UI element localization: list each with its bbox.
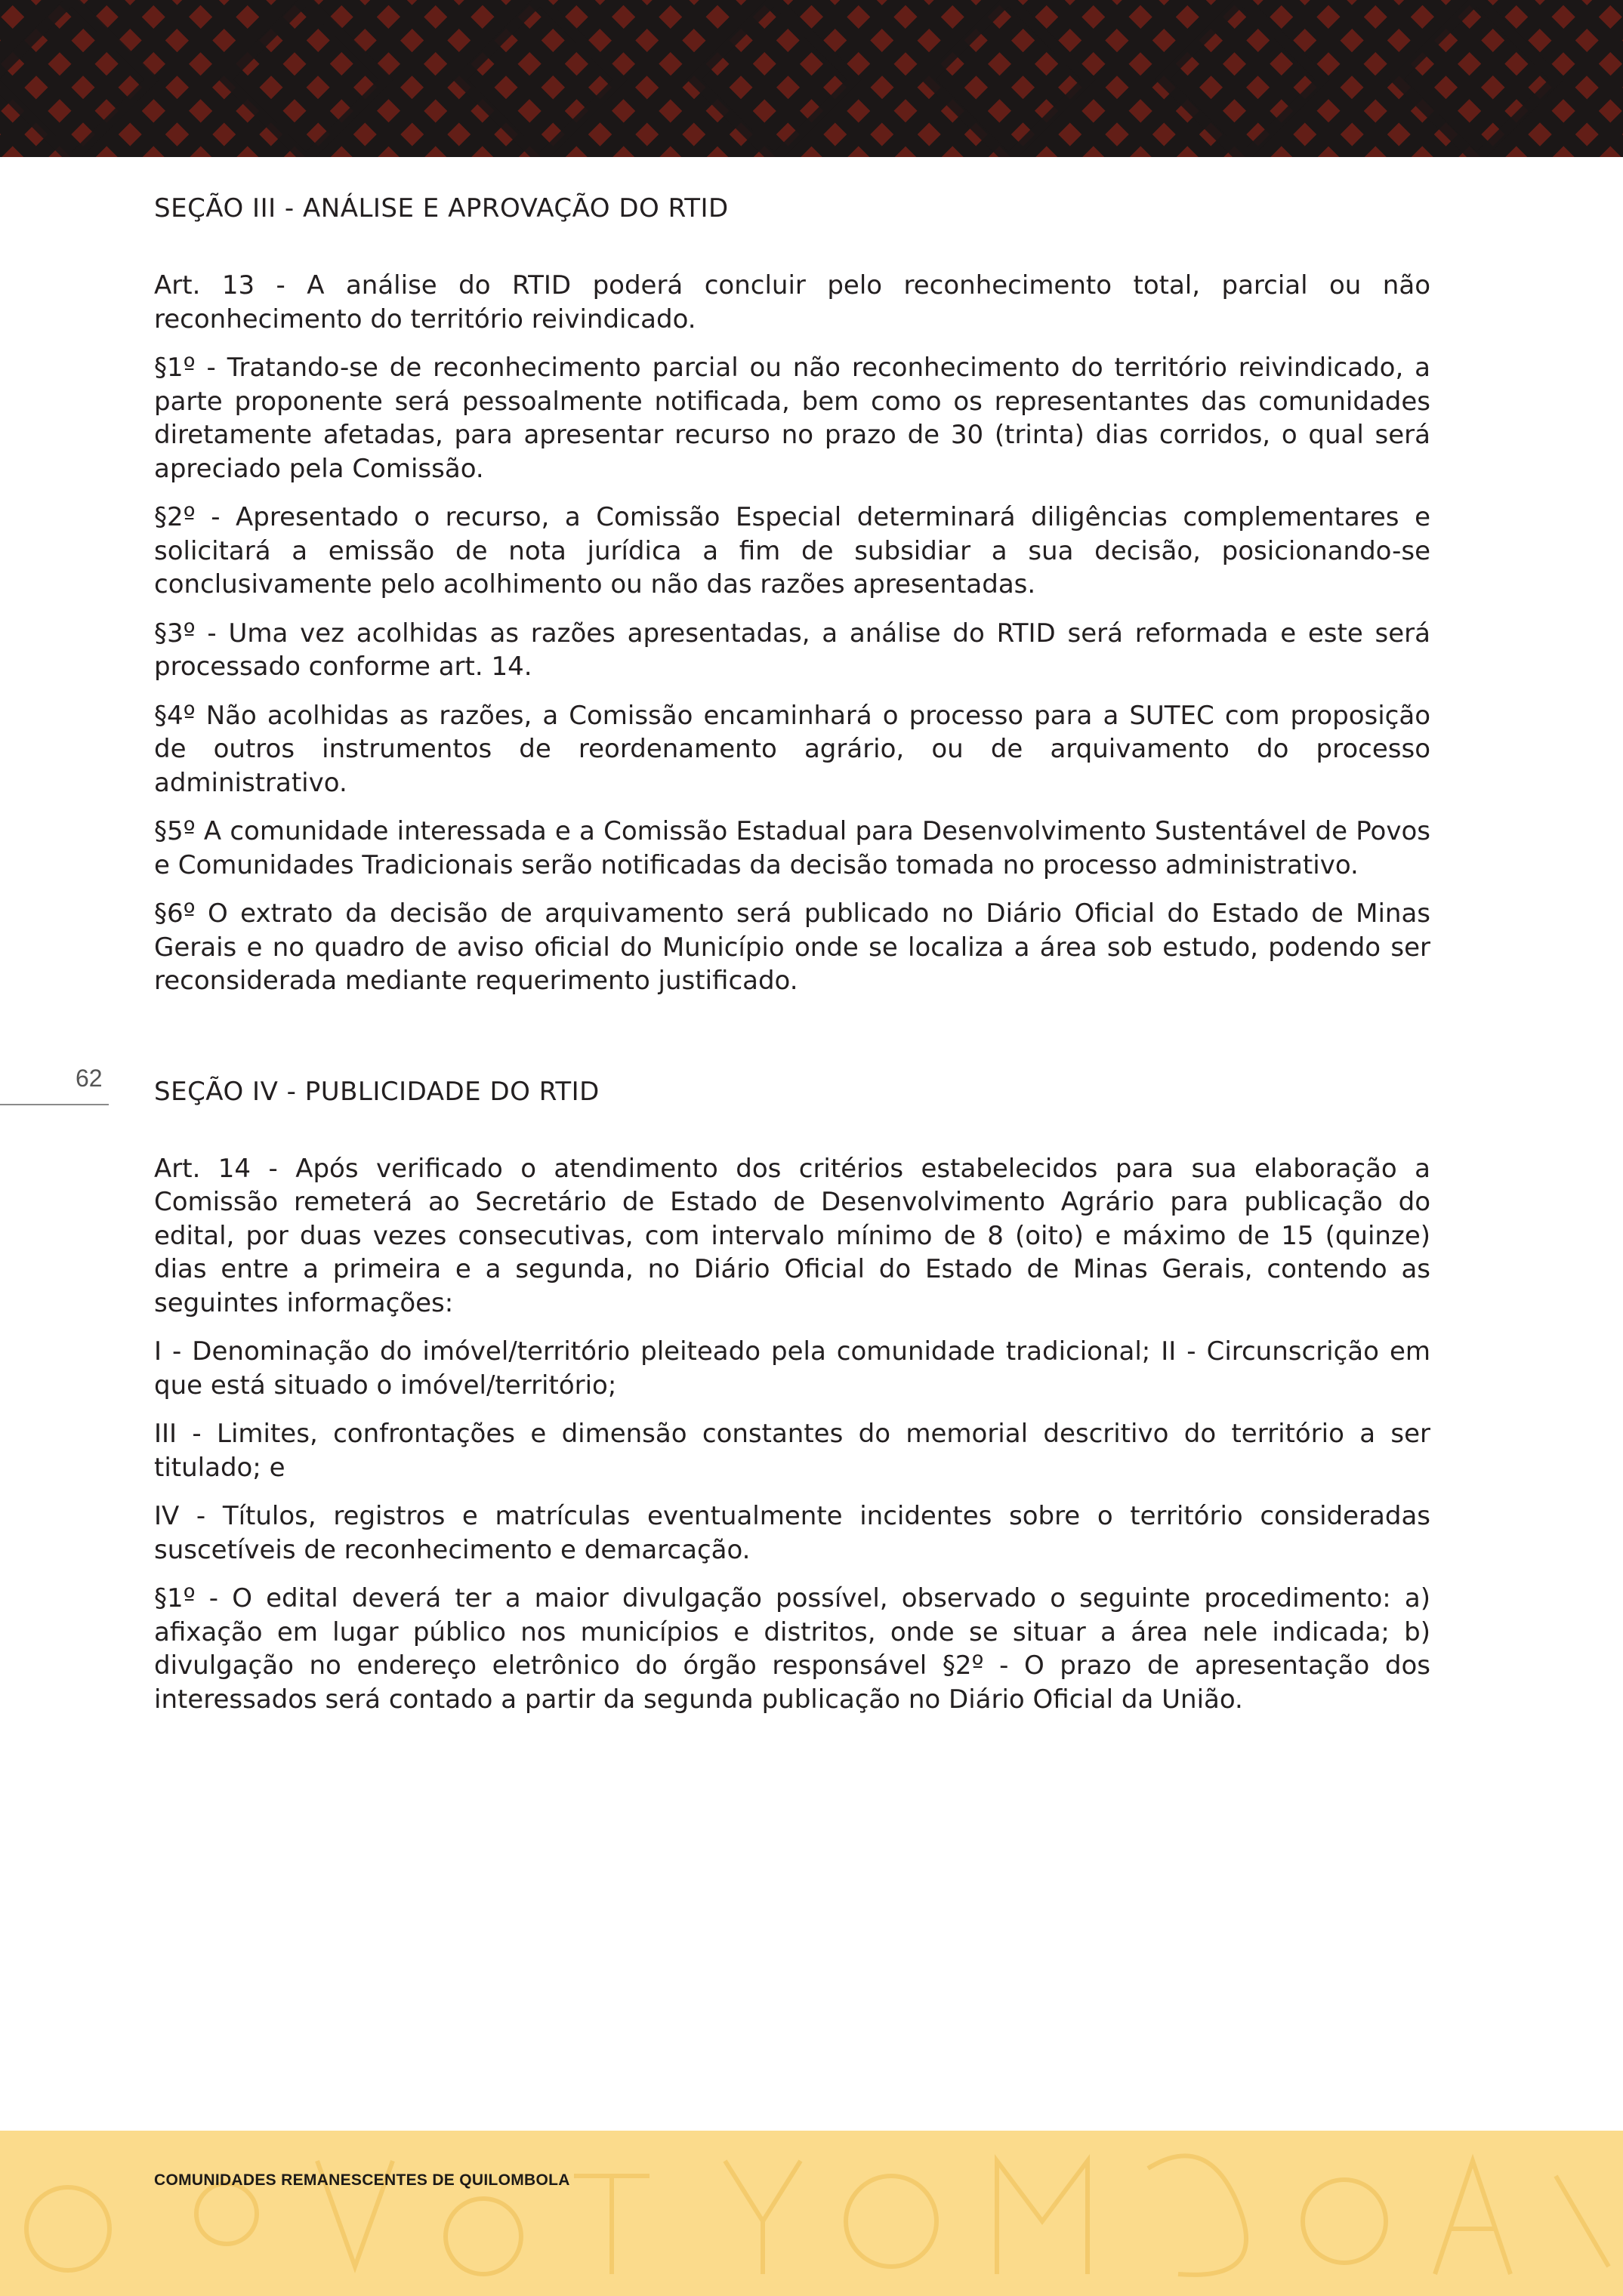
art-14-paragraph: Art. 14 - Após verificado o atendimento dos critérios estabelecidos para sua elaboração a Comissão remeterá ao Secretário de Estado de Desenvolvimento Agrário para publicação do edital, por duas vezes consecutivas, com intervalo mínimo de 8 (oito) e máximo de 15 (quinze) dias entre a primeira e a segunda, no Diário Oficial do Estado de Minas Gerais, contendo as seguintes informações:: [154, 1153, 1430, 1318]
art-13-par-2: §2º - Apresentado o recurso, a Comissão Especial determinará diligências complementares e solicitará a emissão de nota jurídica a fim de subsidiar a sua decisão, posicionando-se conclusivamente pelo acolhimento ou não das razões apresentadas.: [154, 502, 1430, 599]
section-3-title: SEÇÃO III - ANÁLISE E APROVAÇÃO DO RTID: [154, 193, 729, 223]
footer-decorative-glyphs: [0, 2131, 1623, 2296]
page-number-rule: [0, 1104, 109, 1105]
page-content: [154, 190, 1430, 1716]
header-pattern-band: [0, 0, 1623, 157]
art-13-par-1: §1º - Tratando-se de reconhecimento parcial ou não reconhecimento do território reivindicado, a parte proponente será pessoalmente notificada, bem como os representantes das comunidades diretamente afetadas, para apresentar recurso no prazo de 30 (trinta) dias corridos, o qual será apreciado pela Comissão.: [154, 353, 1430, 484]
footer-publication-title: COMUNIDADES REMANESCENTES DE QUILOMBOLA: [154, 2171, 570, 2189]
art-13-par-3: §3º - Uma vez acolhidas as razões apresentadas, a análise do RTID será reformada e este será processado conforme art. 14.: [154, 618, 1430, 682]
art-14-item-iii: III - Limites, confrontações e dimensão constantes do memorial descritivo do território a ser titulado; e: [154, 1419, 1430, 1483]
art-14-par-1-2: §1º - O edital deverá ter a maior divulgação possível, observado o seguinte procedimento: a) afixação em lugar público nos municípios e distritos, onde se situar a área nele indicada; b) divulgação no endereço eletrônico do órgão responsável §2º - O prazo de apresentação dos interessados será contado a partir da segunda publicação no Diário Oficial da União.: [154, 1583, 1430, 1715]
art-13-par-4: §4º Não acolhidas as razões, a Comissão encaminhará o processo para a SUTEC com proposição de outros instrumentos de reordenamento agrário, ou de arquivamento do processo administrativo.: [154, 700, 1430, 798]
footer-pattern-band: [0, 2131, 1623, 2296]
header-geometric-pattern: [0, 0, 1623, 157]
section-4-title: SEÇÃO IV - PUBLICIDADE DO RTID: [154, 1076, 600, 1107]
art-13-par-6: §6º O extrato da decisão de arquivamento será publicado no Diário Oficial do Estado de Minas Gerais e no quadro de aviso oficial do Município onde se localiza a área sob estudo, podendo ser reconsiderada mediante requerimento justificado.: [154, 898, 1430, 996]
art-14-item-i-ii: I - Denominação do imóvel/território pleiteado pela comunidade tradicional; II - Circunscrição em que está situado o imóvel/território;: [154, 1336, 1430, 1401]
art-14-item-iv: IV - Títulos, registros e matrículas eventualmente incidentes sobre o território consideradas suscetíveis de reconhecimento e demarcação.: [154, 1501, 1430, 1565]
art-13-paragraph: Art. 13 - A análise do RTID poderá concluir pelo reconhecimento total, parcial ou não reconhecimento do território reivindicado.: [154, 270, 1430, 334]
page-number: 62: [76, 1065, 103, 1092]
art-13-par-5: §5º A comunidade interessada e a Comissão Estadual para Desenvolvimento Sustentável de Povos e Comunidades Tradicionais serão notificadas da decisão tomada no processo administrativo.: [154, 816, 1430, 880]
